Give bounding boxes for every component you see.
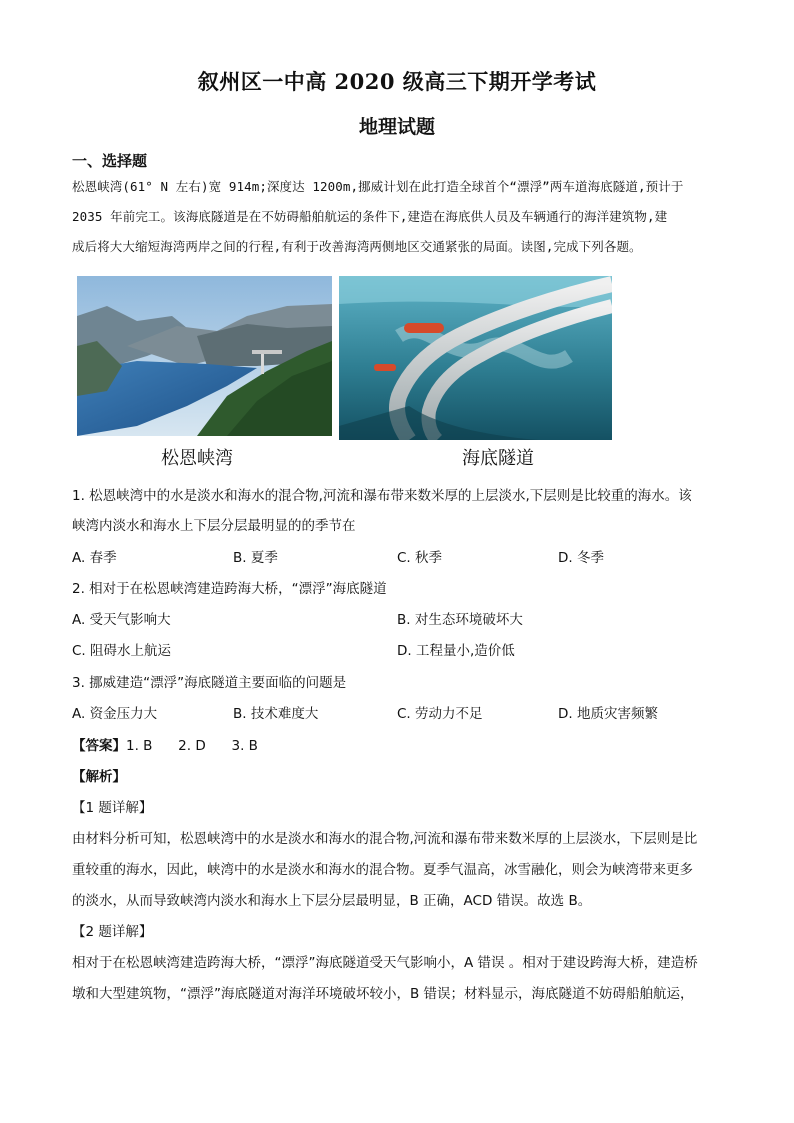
q1-option-d: D. 冬季 [558,550,604,566]
q3-option-d: D. 地质灾害频繁 [558,706,658,722]
q1-option-b: B. 夏季 [233,550,278,566]
detail-1-heading: 【1 题详解】 [72,800,153,816]
q1-stem-line-2: 峡湾内淡水和海水上下层分层最明显的的季节在 [72,518,356,534]
fjord-caption: 松恩峡湾 [161,448,233,469]
q1-option-c: C. 秋季 [397,550,443,566]
q3-stem: 3. 挪威建造“漂浮”海底隧道主要面临的问题是 [72,675,347,691]
intro-line-3: 成后将大大缩短海湾两岸之间的行程,有利于改善海湾两侧地区交通紧张的局面。读图,完成下列各题。 [72,239,642,254]
detail-1-line-1: 由材料分析可知，松恩峡湾中的水是淡水和海水的混合物,河流和瀑布带来数米厚的上层淡水，下层则是比 [72,831,698,847]
q2-option-a: A. 受天气影响大 [72,612,171,628]
answer-values: 1. B 2. D 3. B [126,738,258,754]
exam-title: 叙州区一中高 2020 级高三下期开学考试 [197,69,597,94]
q3-option-b: B. 技术难度大 [233,706,319,722]
detail-2-line-2: 墩和大型建筑物，“漂浮”海底隧道对海洋环境破坏较小，B 错误；材料显示，海底隧道不妨碍船舶航运， [72,986,694,1002]
q3-option-c: C. 劳动力不足 [397,706,483,722]
answer-label: 【答案】 [72,738,126,754]
section-heading: 一、选择题 [72,152,148,170]
exam-subtitle: 地理试题 [358,116,435,138]
q1-option-a: A. 春季 [72,550,117,566]
intro-line-1: 松恩峡湾(61° N 左右)宽 914m;深度达 1200m,挪威计划在此打造全球首个“漂浮”两车道海底隧道,预计于 [72,179,684,194]
fjord-photo [77,276,332,436]
analysis-label: 【解析】 [72,769,126,785]
q2-option-c: C. 阻碍水上航运 [72,643,172,659]
answer-row [72,734,258,754]
q2-stem: 2. 相对于在松恩峡湾建造跨海大桥，“漂浮”海底隧道 [72,581,387,597]
detail-2-line-1: 相对于在松恩峡湾建造跨海大桥，“漂浮”海底隧道受天气影响小，A 错误 。相对于建设跨海大桥，建造桥 [72,955,698,971]
detail-1-line-3: 的淡水，从而导致峡湾内淡水和海水上下层分层最明显，B 正确，ACD 错误。故选 B。 [72,893,592,909]
tunnel-caption: 海底隧道 [462,448,534,469]
q1-stem-line-1: 1. 松恩峡湾中的水是淡水和海水的混合物,河流和瀑布带来数米厚的上层淡水,下层则是比较重的海水。该 [72,488,692,504]
q2-option-d: D. 工程量小,造价低 [397,643,515,659]
q3-option-a: A. 资金压力大 [72,706,158,722]
intro-line-2: 2035 年前完工。该海底隧道是在不妨碍船舶航运的条件下,建造在海底供人员及车辆通行的海洋建筑物,建 [72,209,668,224]
detail-1-line-2: 重较重的海水，因此，峡湾中的水是淡水和海水的混合物。夏季气温高，冰雪融化，则会为峡湾带来更多 [72,862,693,878]
q2-option-b: B. 对生态环境破坏大 [397,612,523,628]
tunnel-photo [339,276,612,440]
detail-2-heading: 【2 题详解】 [72,924,153,940]
